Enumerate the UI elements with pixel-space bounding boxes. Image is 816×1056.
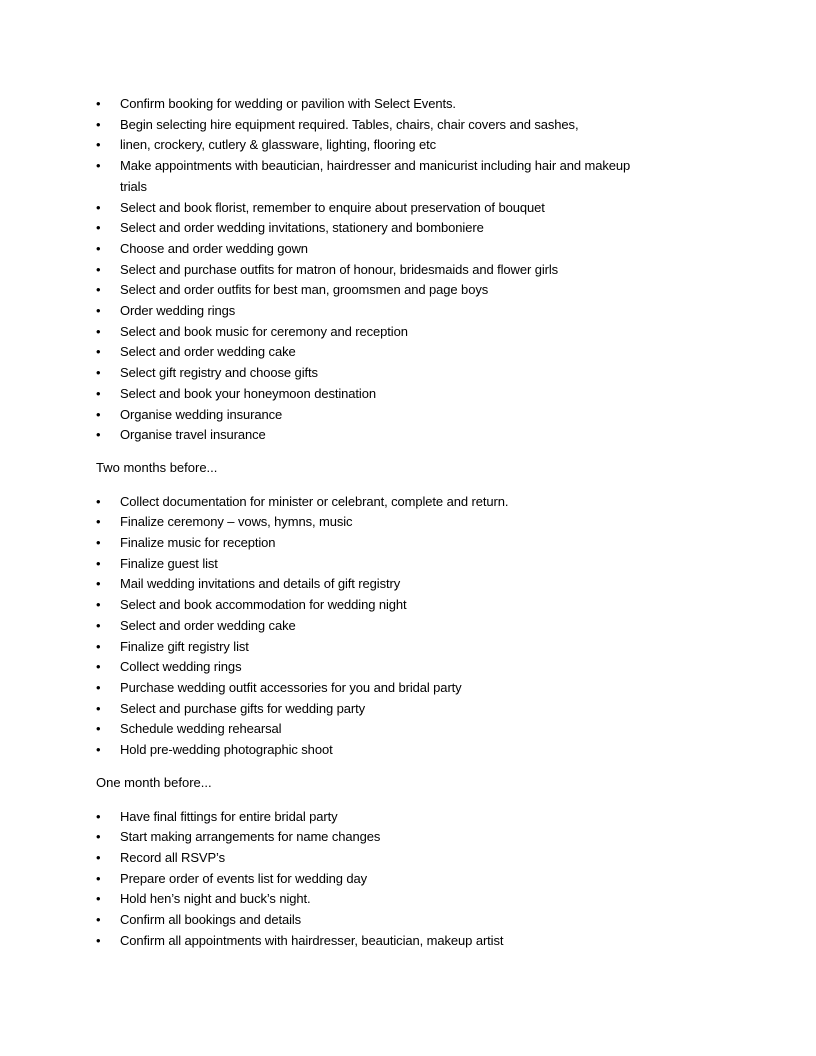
bullet-icon: • (96, 303, 101, 319)
bullet-icon: • (96, 96, 101, 111)
list-item-text: Hold pre-wedding photographic shoot (120, 742, 333, 758)
two-months-checklist (96, 492, 656, 761)
bullet-icon: • (96, 406, 101, 422)
bullet-icon: • (96, 912, 101, 928)
list-item (96, 198, 656, 219)
list-item (96, 678, 656, 699)
list-item-text: Select and book music for ceremony and reception (120, 323, 408, 339)
bullet-icon: • (96, 721, 101, 737)
bullet-icon: • (96, 932, 101, 948)
list-item-text: Organise travel insurance (120, 427, 266, 443)
bullet-icon: • (96, 829, 101, 845)
list-item (96, 280, 656, 301)
list-item (96, 135, 656, 156)
bullet-icon: • (96, 870, 101, 886)
bullet-icon: • (96, 891, 101, 907)
list-item (96, 910, 656, 931)
list-item-text: Confirm all appointments with hairdresser, beautician, makeup artist (120, 932, 504, 948)
bullet-icon: • (96, 240, 101, 256)
list-item (96, 657, 656, 678)
bullet-icon: • (96, 282, 101, 298)
list-item (96, 616, 656, 637)
list-item (96, 533, 656, 554)
list-item (96, 637, 656, 658)
bullet-icon: • (96, 597, 101, 613)
section-heading-one-month: One month before... (96, 775, 212, 791)
bullet-icon: • (96, 158, 101, 174)
bullet-icon: • (96, 427, 101, 443)
list-item-text: Order wedding rings (120, 303, 236, 319)
list-item (96, 699, 656, 720)
list-item-text: Confirm booking for wedding or pavilion with Select Events. (120, 96, 456, 111)
list-item (96, 94, 656, 115)
list-item (96, 595, 656, 616)
list-item-text: Schedule wedding rehearsal (120, 721, 282, 737)
list-item-text: Collect documentation for minister or celebrant, complete and return. (120, 493, 509, 509)
bullet-icon: • (96, 220, 101, 236)
list-item-text: Hold hen’s night and buck’s night. (120, 891, 311, 907)
list-item-text: Record all RSVP’s (120, 849, 225, 865)
list-item (96, 889, 656, 910)
list-item-text: Select and purchase outfits for matron of honour, bridesmaids and flower girls (120, 261, 559, 277)
bullet-icon: • (96, 385, 101, 401)
list-item (96, 848, 656, 869)
list-item-text: Select and order wedding cake (120, 344, 296, 360)
list-item-text: Select and book florist, remember to enquire about preservation of bouquet (120, 199, 545, 215)
list-item (96, 807, 656, 828)
list-item (96, 405, 656, 426)
bullet-icon: • (96, 137, 101, 153)
bullet-icon: • (96, 261, 101, 277)
list-item (96, 384, 656, 405)
list-item-text: Start making arrangements for name changes (120, 829, 381, 845)
bullet-icon: • (96, 679, 101, 695)
list-item-text: Organise wedding insurance (120, 406, 283, 422)
list-item (96, 239, 656, 260)
list-item-text: Select and book accommodation for wedding night (120, 597, 407, 613)
bullet-icon: • (96, 323, 101, 339)
list-item-text: Finalize ceremony – vows, hymns, music (120, 514, 353, 530)
list-item (96, 740, 656, 761)
bullet-icon: • (96, 344, 101, 360)
list-item (96, 554, 656, 575)
list-item (96, 322, 656, 343)
bullet-icon: • (96, 849, 101, 865)
initial-checklist (96, 94, 656, 446)
list-item (96, 827, 656, 848)
bullet-icon: • (96, 493, 101, 509)
list-item (96, 719, 656, 740)
list-item-text: Have final fittings for entire bridal party (120, 808, 338, 824)
list-item (96, 342, 656, 363)
bullet-icon: • (96, 555, 101, 571)
list-item-text: Select gift registry and choose gifts (120, 365, 318, 381)
list-item-text: Purchase wedding outfit accessories for you and bridal party (120, 679, 462, 695)
list-item-text: Confirm all bookings and details (120, 912, 302, 928)
list-item-text: Select and order wedding invitations, stationery and bomboniere (120, 220, 484, 236)
list-item-text: Mail wedding invitations and details of gift registry (120, 576, 401, 592)
list-item (96, 869, 656, 890)
list-item (96, 574, 656, 595)
list-item-text: Prepare order of events list for wedding day (120, 870, 368, 886)
list-item (96, 363, 656, 384)
bullet-icon: • (96, 808, 101, 824)
list-item-text: Select and purchase gifts for wedding party (120, 700, 366, 716)
list-item (96, 260, 656, 281)
list-item (96, 425, 656, 446)
list-item (96, 218, 656, 239)
bullet-icon: • (96, 116, 101, 132)
bullet-icon: • (96, 742, 101, 758)
one-month-checklist (96, 807, 656, 952)
list-item-text: Make appointments with beautician, hairdresser and manicurist including hair and makeup trials (120, 158, 631, 194)
section-heading-two-months: Two months before... (96, 460, 218, 476)
list-item-text: Finalize music for reception (120, 535, 276, 551)
list-item-text: Select and book your honeymoon destination (120, 385, 376, 401)
bullet-icon: • (96, 659, 101, 675)
bullet-icon: • (96, 576, 101, 592)
bullet-icon: • (96, 617, 101, 633)
list-item-text: Begin selecting hire equipment required. Tables, chairs, chair covers and sashes, (120, 116, 579, 132)
list-item-text: linen, crockery, cutlery & glassware, lighting, flooring etc (120, 137, 437, 153)
bullet-icon: • (96, 700, 101, 716)
bullet-icon: • (96, 638, 101, 654)
list-item (96, 492, 656, 513)
bullet-icon: • (96, 514, 101, 530)
list-item-text: Finalize guest list (120, 555, 218, 571)
list-item-text: Select and order outfits for best man, groomsmen and page boys (120, 282, 489, 298)
list-item-text: Choose and order wedding gown (120, 240, 308, 256)
list-item-text: Collect wedding rings (120, 659, 242, 675)
bullet-icon: • (96, 535, 101, 551)
list-item-text: Finalize gift registry list (120, 638, 249, 654)
list-item (96, 156, 656, 197)
bullet-icon: • (96, 365, 101, 381)
list-item-text: Select and order wedding cake (120, 617, 296, 633)
bullet-icon: • (96, 199, 101, 215)
list-item (96, 931, 656, 952)
list-item (96, 512, 656, 533)
document-body (96, 94, 656, 951)
list-item (96, 301, 656, 322)
list-item (96, 115, 656, 136)
